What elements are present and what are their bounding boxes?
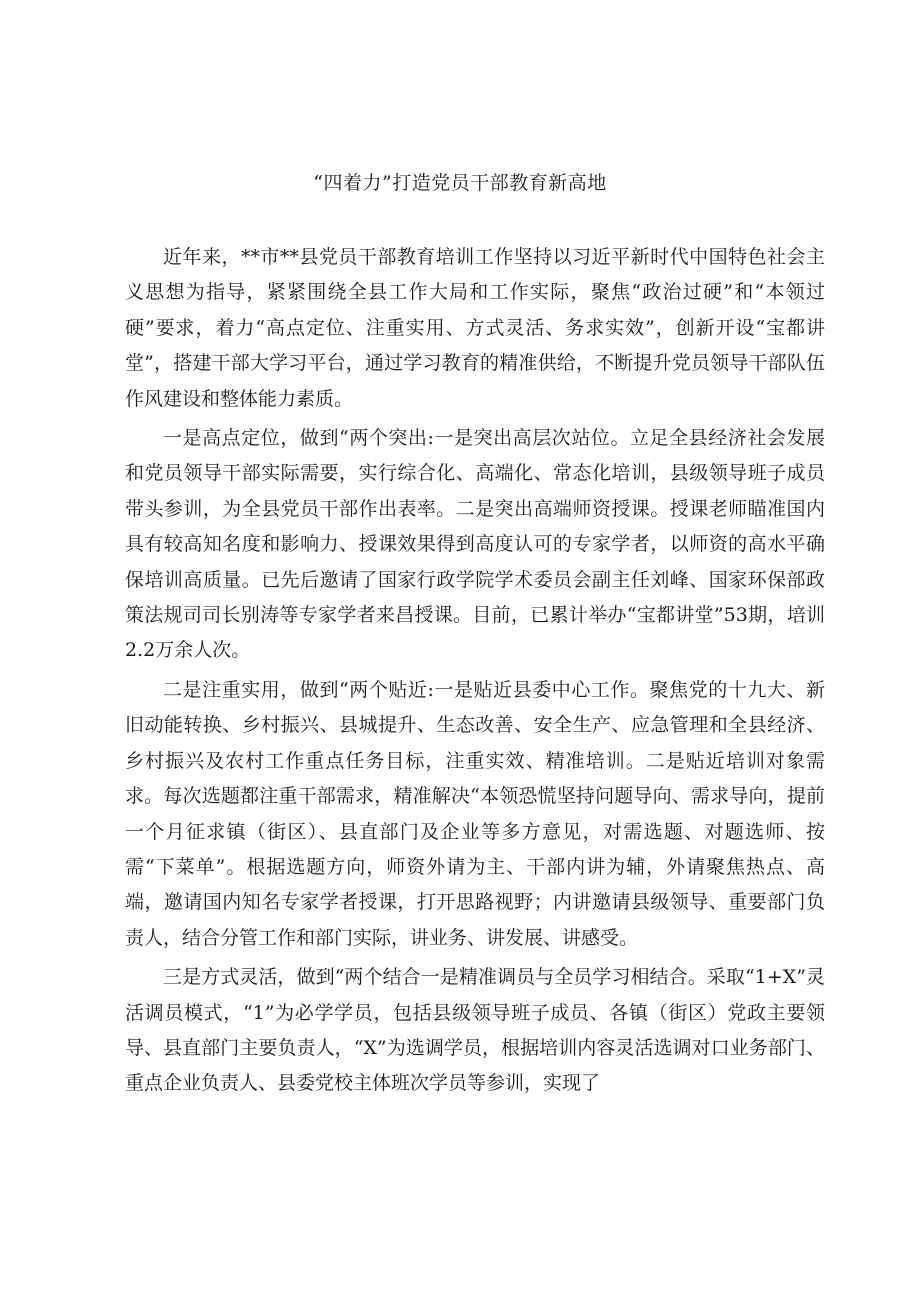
document-body xyxy=(125,240,825,1106)
paragraph-practical: 二是注重实用，做到“两个贴近:一是贴近县委中心工作。聚焦党的十九大、新旧动能转换、乡村振兴、县城提升、生态改善、安全生产、应急管理和全县经济、乡村振兴及农村工作重点任务目标，注重实效、精准培训。二是贴近培训对象需求。每次选题都注重干部需求，精准解决“本领恐慌坚持问题导向、需求导向，提前一个月征求镇（街区）、县直部门及企业等多方意见，对需选题、对题选师、按需“下菜单”。根据选题方向，师资外请为主、干部内讲为辅，外请聚焦热点、高端，邀请国内知名专家学者授课，打开思路视野；内讲邀请县级领导、重要部门负责人，结合分管工作和部门实际，讲业务、讲发展、讲感受。 xyxy=(125,678,825,949)
document-title: “四着力”打造党员干部教育新高地 xyxy=(313,172,607,194)
paragraph-positioning: 一是高点定位，做到“两个突出:一是突出高层次站位。立足全县经济社会发展和党员领导干部实际需要，实行综合化、高端化、常态化培训，县级领导班子成员带头参训，为全县党员干部作出表率。二是突出高端师资授课。授课老师瞄准国内具有较高知名度和影响力、授课效果得到高度认可的专家学者，以师资的高水平确保培训高质量。已先后邀请了国家行政学院学术委员会副主任刘峰、国家环保部政策法规司司长别涛等专家学者来昌授课。目前，已累计举办“宝都讲堂”53期，培训2.2万余人次。 xyxy=(125,427,825,662)
paragraph-flexible: 三是方式灵活，做到“两个结合一是精准调员与全员学习相结合。采取“1+X”灵活调员模式，“1”为必学学员，包括县级领导班子成员、各镇（街区）党政主要领导、县直部门主要负责人，“X”为选调学员，根据培训内容灵活选调对口业务部门、重点企业负责人、县委党校主体班次学员等参训，实现了 xyxy=(125,966,825,1095)
paragraph-intro: 近年来，**市**县党员干部教育培训工作坚持以习近平新时代中国特色社会主义思想为指导，紧紧围绕全县工作大局和工作实际，聚焦“政治过硬”和“本领过硬”要求，着力“高点定位、注重实用、方式灵活、务求实效”，创新开设“宝都讲堂”，搭建干部大学习平台，通过学习教育的精准供给，不断提升党员领导干部队伍作风建设和整体能力素质。 xyxy=(125,246,825,410)
